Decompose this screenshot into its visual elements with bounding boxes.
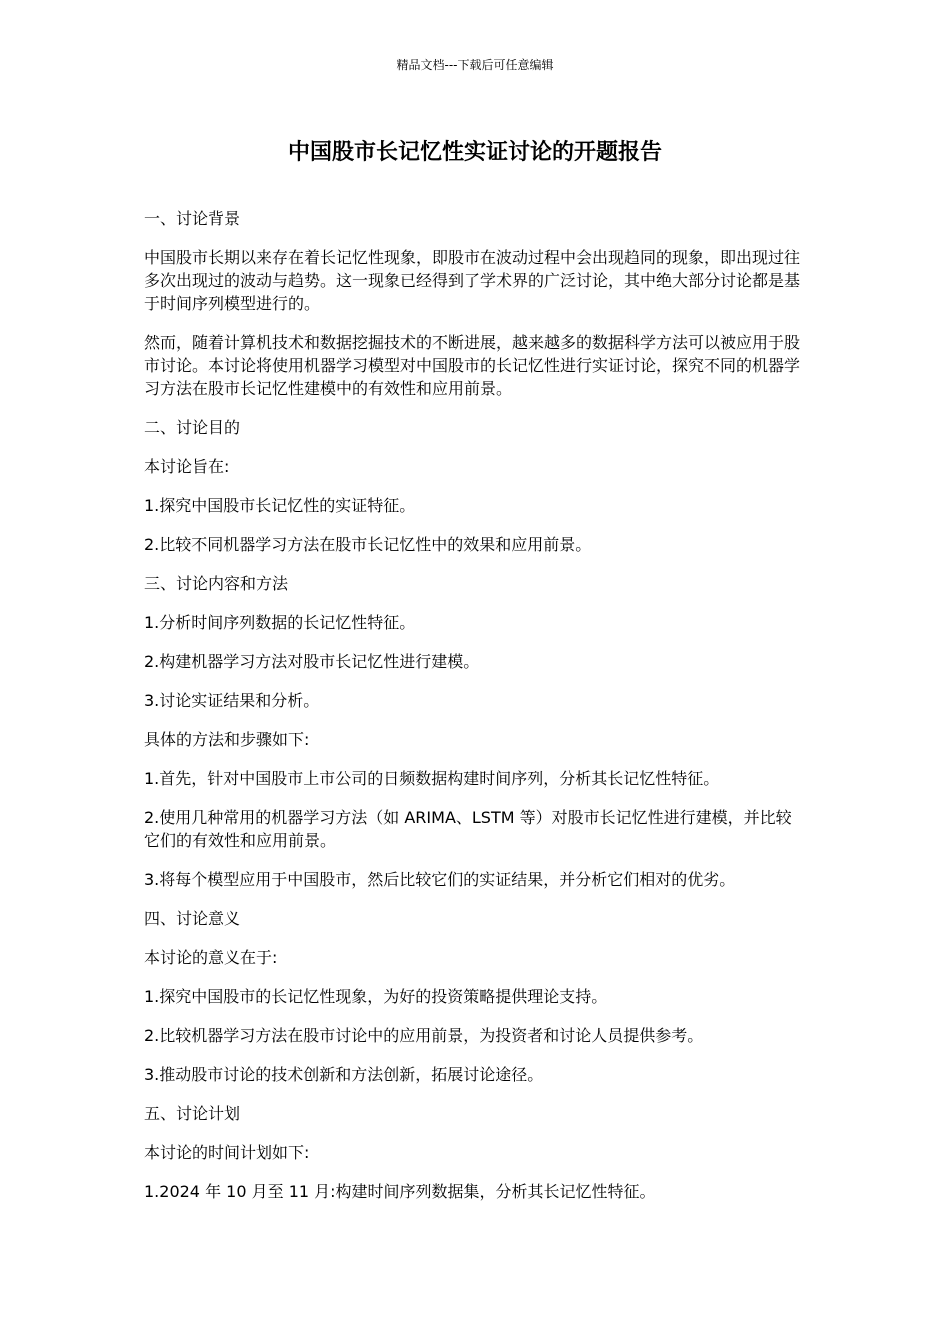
section-heading-background: 一、讨论背景: [144, 209, 241, 228]
list-item: 2.使用几种常用的机器学习方法（如 ARIMA、LSTM 等）对股市长记忆性进行建模，并比较它们的有效性和应用前景。: [144, 808, 792, 850]
section-heading-plan: 五、讨论计划: [144, 1104, 241, 1123]
list-item: 1.2024 年 10 月至 11 月:构建时间序列数据集，分析其长记忆性特征。: [144, 1182, 656, 1201]
list-item: 1.首先，针对中国股市上市公司的日频数据构建时间序列，分析其长记忆性特征。: [144, 769, 720, 788]
section-heading-content-methods: 三、讨论内容和方法: [144, 574, 289, 593]
paragraph: 具体的方法和步骤如下:: [144, 730, 310, 749]
paragraph: 本讨论的时间计划如下:: [144, 1143, 310, 1162]
paragraph: 中国股市长期以来存在着长记忆性现象，即股市在波动过程中会出现趋同的现象，即出现过往多次出现过的波动与趋势。这一现象已经得到了学术界的广泛讨论，其中绝大部分讨论都是基于时间序列模型进行的。: [144, 248, 801, 313]
list-item: 2.比较不同机器学习方法在股市长记忆性中的效果和应用前景。: [144, 535, 592, 554]
paragraph: 本讨论旨在:: [144, 457, 230, 476]
header-note: 精品文档---下载后可任意编辑: [396, 58, 554, 72]
list-item: 1.探究中国股市长记忆性的实证特征。: [144, 496, 416, 515]
list-item: 1.分析时间序列数据的长记忆性特征。: [144, 613, 416, 632]
list-item: 2.比较机器学习方法在股市讨论中的应用前景，为投资者和讨论人员提供参考。: [144, 1026, 704, 1045]
list-item: 3.讨论实证结果和分析。: [144, 691, 320, 710]
list-item: 1.探究中国股市的长记忆性现象，为好的投资策略提供理论支持。: [144, 987, 608, 1006]
document-title: 中国股市长记忆性实证讨论的开题报告: [287, 140, 662, 165]
list-item: 3.将每个模型应用于中国股市，然后比较它们的实证结果，并分析它们相对的优劣。: [144, 870, 736, 889]
section-heading-purpose: 二、讨论目的: [144, 418, 241, 437]
document-body: [144, 207, 800, 1219]
paragraph: 然而，随着计算机技术和数据挖掘技术的不断进展，越来越多的数据科学方法可以被应用于股市讨论。本讨论将使用机器学习模型对中国股市的长记忆性进行实证讨论，探究不同的机器学习方法在股市长记忆性建模中的有效性和应用前景。: [144, 333, 801, 398]
list-item: 2.构建机器学习方法对股市长记忆性进行建模。: [144, 652, 480, 671]
paragraph: 本讨论的意义在于:: [144, 948, 278, 967]
list-item: 3.推动股市讨论的技术创新和方法创新，拓展讨论途径。: [144, 1065, 544, 1084]
section-heading-significance: 四、讨论意义: [144, 909, 241, 928]
